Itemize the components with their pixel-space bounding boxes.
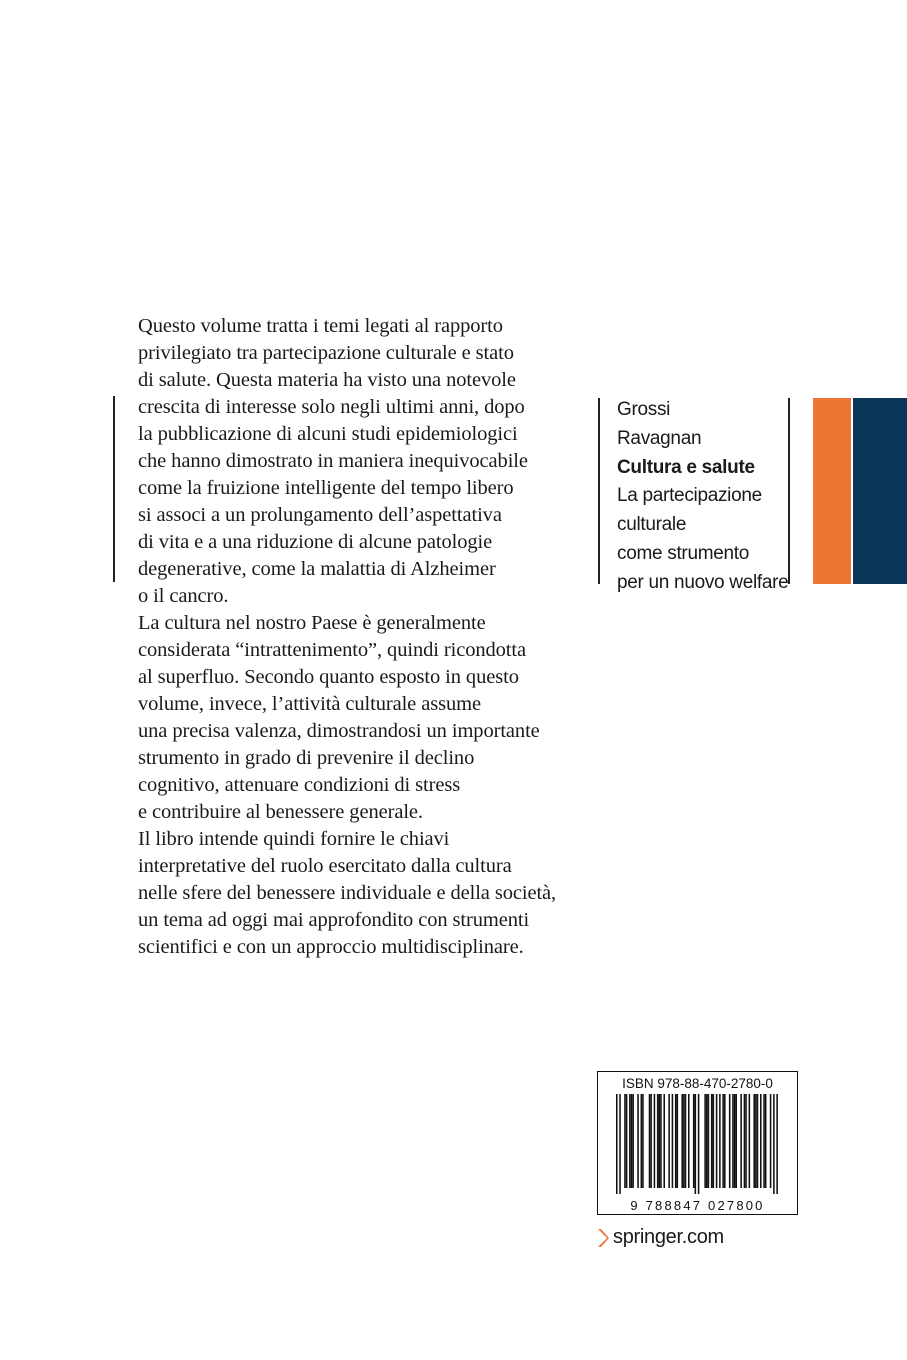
book-info-panel	[617, 396, 792, 598]
blurb-paragraph-2: La cultura nel nostro Paese è generalmente considerata “intrattenimento”, quindi ricondotta al superfluo. Secondo quanto esposto in questo volume, invece, l’attività culturale assume una precisa valenza, dimostrandosi un importante strumento in grado di prevenire il declino cognitivo, attenuare condizioni di stress e contribuire al benessere generale.	[138, 612, 540, 823]
barcode-bar	[626, 1094, 628, 1188]
barcode-bar	[695, 1094, 697, 1194]
barcode-bar	[706, 1094, 708, 1188]
barcode-bar	[657, 1094, 659, 1188]
barcode-bar	[719, 1094, 721, 1188]
barcode-bar	[732, 1094, 734, 1188]
barcode-bar	[641, 1094, 643, 1188]
barcode-bar	[753, 1094, 755, 1188]
barcode-bar	[776, 1094, 778, 1194]
barcode-bar	[745, 1094, 747, 1188]
orange-color-band	[813, 398, 851, 584]
barcode-bar	[675, 1094, 677, 1188]
barcode-icon	[616, 1094, 778, 1194]
barcode-bar	[763, 1094, 765, 1188]
barcode-bar	[642, 1094, 644, 1188]
barcode-bar	[722, 1094, 724, 1188]
barcode-bar	[677, 1094, 679, 1188]
barcode-bar	[740, 1094, 742, 1188]
barcode-bar	[637, 1094, 639, 1188]
subtitle-line: La partecipazione	[617, 485, 762, 507]
meta-left-rule	[598, 398, 600, 584]
barcode-bar	[659, 1094, 661, 1188]
barcode-bar	[685, 1094, 687, 1188]
barcode-bar	[704, 1094, 706, 1188]
blurb-paragraph-3: Il libro intende quindi fornire le chiavi interpretative del ruolo esercitato dalla cultura nelle sfere del benessere individuale e della società, un tema ad oggi mai approfondito con strumenti scientifici e con un approccio multidisciplinare.	[138, 828, 557, 958]
book-title: Cultura e salute	[617, 456, 755, 478]
barcode-bar	[681, 1094, 683, 1188]
barcode-bar	[760, 1094, 762, 1188]
barcode-bar	[649, 1094, 651, 1188]
barcode-bar	[729, 1094, 731, 1188]
barcode-bar	[683, 1094, 685, 1188]
barcode-bar	[765, 1094, 767, 1188]
barcode-bar	[744, 1094, 746, 1188]
barcode-bar	[716, 1094, 718, 1188]
barcode-bar	[672, 1094, 674, 1188]
barcode-bar	[619, 1094, 621, 1194]
back-cover-blurb	[138, 313, 598, 961]
chevron-right-icon	[597, 1228, 609, 1248]
barcode-bar	[632, 1094, 634, 1188]
isbn-label: ISBN 978-88-470-2780-0	[622, 1076, 773, 1091]
barcode-bar	[735, 1094, 737, 1188]
barcode-bar	[660, 1094, 662, 1188]
navy-color-band	[853, 398, 907, 584]
barcode-bar	[708, 1094, 710, 1188]
barcode-bar	[711, 1094, 713, 1188]
ean-digits: 9 788847 027800	[630, 1198, 765, 1213]
barcode-bar	[688, 1094, 690, 1188]
barcode-bar	[773, 1094, 775, 1194]
barcode-bar	[770, 1094, 772, 1188]
isbn-barcode-box	[597, 1071, 798, 1215]
author-name: Ravagnan	[617, 427, 702, 449]
subtitle-line: per un nuovo welfare	[617, 571, 789, 593]
barcode-bar	[616, 1094, 618, 1194]
barcode-bar	[668, 1094, 670, 1188]
barcode-bar	[654, 1094, 656, 1188]
barcode-bar	[629, 1094, 631, 1188]
subtitle-line: come strumento	[617, 542, 750, 564]
barcode-bar	[757, 1094, 759, 1188]
barcode-bar	[624, 1094, 626, 1188]
barcode-bar	[663, 1094, 665, 1188]
subtitle-line: culturale	[617, 514, 687, 536]
barcode-bar	[749, 1094, 751, 1188]
blurb-paragraph-1: Questo volume tratta i temi legati al rapporto privilegiato tra partecipazione culturale e stato di salute. Questa materia ha visto una notevole crescita di interesse solo negli ultimi anni, dopo la pubblicazione di alcuni studi epidemiologici che hanno dimostrato in maniera inequivocabile come la fruizione intelligente del tempo libero si associ a un prolungamento dell’aspettativa di vita e a una riduzione di alcune patologie degenerative, come la malattia di Alzheimer o il cancro.	[138, 315, 528, 607]
barcode-bar	[734, 1094, 736, 1188]
website-text: springer.com	[613, 1226, 724, 1248]
barcode-bar	[713, 1094, 715, 1188]
barcode-bar	[650, 1094, 652, 1188]
author-name: Grossi	[617, 399, 671, 420]
barcode-bar	[631, 1094, 633, 1188]
barcode-bar	[755, 1094, 757, 1188]
barcode-bar	[724, 1094, 726, 1188]
barcode-bar	[698, 1094, 700, 1194]
publisher-website[interactable]	[597, 1226, 724, 1249]
left-divider-rule	[113, 396, 115, 582]
barcode-bar	[693, 1094, 695, 1188]
